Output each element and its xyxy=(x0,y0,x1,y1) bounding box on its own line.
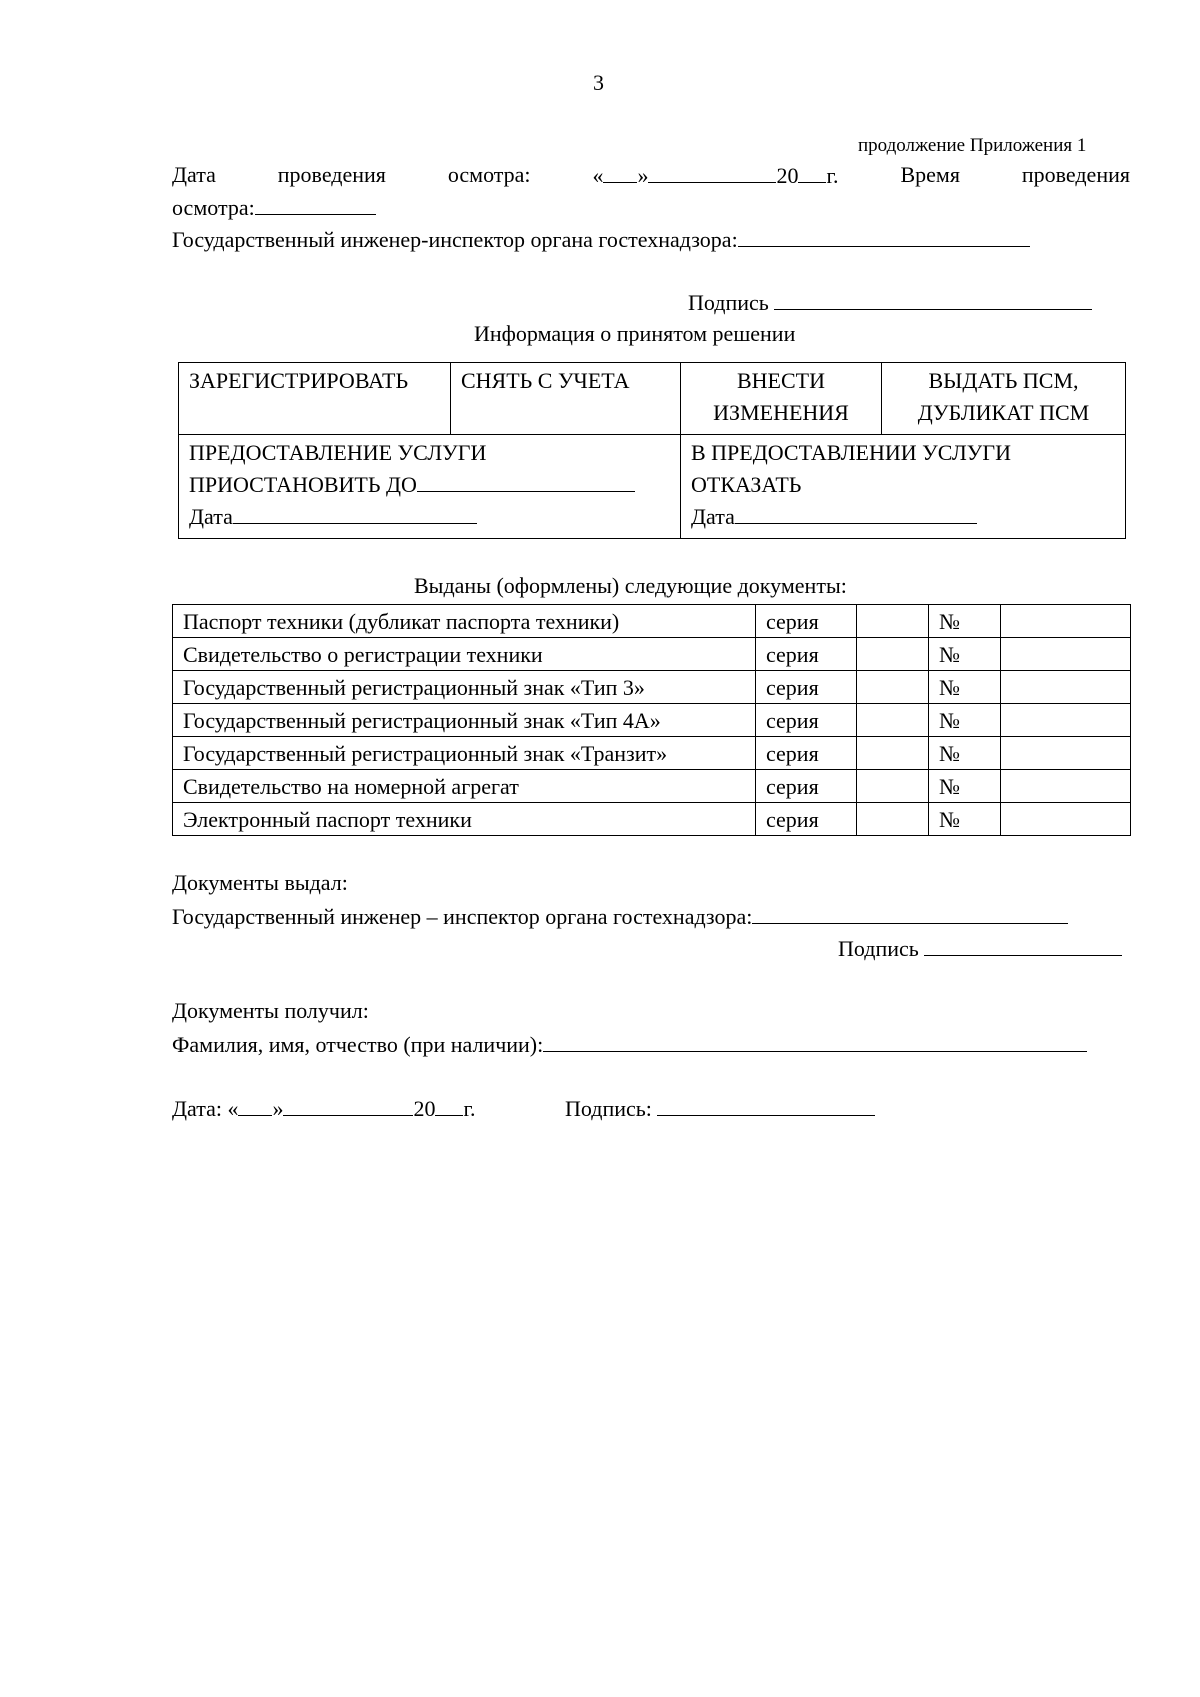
inspection-time-field[interactable] xyxy=(255,196,376,215)
series-label-cell: серия xyxy=(756,704,857,737)
document-name-cell: Электронный паспорт техники xyxy=(173,803,756,836)
number-label-cell: № xyxy=(929,605,1001,638)
continuation-note: продолжение Приложения 1 xyxy=(858,135,1087,156)
number-value-cell[interactable] xyxy=(1001,704,1131,737)
series-value-cell[interactable] xyxy=(857,671,929,704)
number-value-cell[interactable] xyxy=(1001,638,1131,671)
received-signature-field[interactable] xyxy=(657,1097,875,1116)
inspection-time-line xyxy=(172,196,376,219)
inspector-label: Государственный инженер-инспектор органа гостехнадзора: xyxy=(172,227,738,252)
inspection-time-label: осмотра: xyxy=(172,195,255,220)
issued-signature-field[interactable] xyxy=(924,937,1122,956)
decision-suspend-cell[interactable]: ПРЕДОСТАВЛЕНИЕ УСЛУГИ ПРИОСТАНОВИТЬ ДО Дата xyxy=(179,435,681,539)
inspection-date-word: проведения xyxy=(277,162,386,187)
inspector-signature-line xyxy=(688,291,1092,314)
table-row xyxy=(173,803,1131,836)
number-label-cell: № xyxy=(929,638,1001,671)
document-name-cell: Государственный регистрационный знак «Тип 3» xyxy=(173,671,756,704)
number-label-cell: № xyxy=(929,770,1001,803)
document-name-cell: Свидетельство о регистрации техники xyxy=(173,638,756,671)
series-label-cell: серия xyxy=(756,605,857,638)
table-row xyxy=(173,704,1131,737)
document-name-cell: Государственный регистрационный знак «Транзит» xyxy=(173,737,756,770)
inspection-time-word: проведения xyxy=(1021,162,1130,187)
inspection-date-word: осмотра: xyxy=(447,162,531,187)
inspection-time-word: Время xyxy=(900,162,960,187)
inspection-date-word: Дата xyxy=(172,162,216,187)
series-value-cell[interactable] xyxy=(857,638,929,671)
received-name-line xyxy=(172,1033,1087,1056)
series-label-cell: серия xyxy=(756,803,857,836)
series-value-cell[interactable] xyxy=(857,737,929,770)
table-row xyxy=(173,605,1131,638)
number-value-cell[interactable] xyxy=(1001,770,1131,803)
number-label-cell: № xyxy=(929,803,1001,836)
series-label-cell: серия xyxy=(756,737,857,770)
number-value-cell[interactable] xyxy=(1001,605,1131,638)
page-number: 3 xyxy=(593,70,604,95)
inspector-name-field[interactable] xyxy=(738,228,1030,247)
number-value-cell[interactable] xyxy=(1001,737,1131,770)
table-row xyxy=(173,737,1131,770)
table-row xyxy=(173,638,1131,671)
number-label-cell: № xyxy=(929,671,1001,704)
signature-label: Подпись: xyxy=(565,1096,652,1121)
suspend-date-field[interactable] xyxy=(233,505,477,524)
series-label-cell: серия xyxy=(756,770,857,803)
series-label-cell: серия xyxy=(756,638,857,671)
issued-inspector-line xyxy=(172,905,1068,928)
signature-label: Подпись xyxy=(688,290,769,315)
decision-register-cell[interactable]: ЗАРЕГИСТРИРОВАТЬ xyxy=(179,363,451,435)
refuse-date-field[interactable] xyxy=(735,505,977,524)
decision-title: Информация о принятом решении xyxy=(474,321,796,346)
issued-inspector-label: Государственный инженер – инспектор органа гостехнадзора: xyxy=(172,904,753,929)
documents-table xyxy=(172,604,1131,836)
received-name-field[interactable] xyxy=(543,1033,1087,1052)
decision-issue-cell[interactable]: ВЫДАТЬ ПСМ, ДУБЛИКАТ ПСМ xyxy=(882,363,1126,435)
table-row xyxy=(173,671,1131,704)
document-name-cell: Паспорт техники (дубликат паспорта техники) xyxy=(173,605,756,638)
decision-table xyxy=(178,362,1126,539)
received-heading: Документы получил: xyxy=(172,998,369,1023)
documents-title: Выданы (оформлены) следующие документы: xyxy=(414,573,847,598)
number-value-cell[interactable] xyxy=(1001,671,1131,704)
series-label-cell: серия xyxy=(756,671,857,704)
number-label-cell: № xyxy=(929,704,1001,737)
signature-label: Подпись xyxy=(838,936,919,961)
issued-inspector-field[interactable] xyxy=(752,905,1068,924)
received-date-label: Дата: xyxy=(172,1096,222,1121)
received-name-label: Фамилия, имя, отчество (при наличии): xyxy=(172,1032,544,1057)
number-value-cell[interactable] xyxy=(1001,803,1131,836)
series-value-cell[interactable] xyxy=(857,803,929,836)
document-name-cell: Свидетельство на номерной агрегат xyxy=(173,770,756,803)
document-name-cell: Государственный регистрационный знак «Тип 4А» xyxy=(173,704,756,737)
decision-changes-cell[interactable]: ВНЕСТИ ИЗМЕНЕНИЯ xyxy=(681,363,882,435)
table-row xyxy=(173,770,1131,803)
decision-deregister-cell[interactable]: СНЯТЬ С УЧЕТА xyxy=(451,363,681,435)
received-signature-line xyxy=(565,1097,875,1120)
number-label-cell: № xyxy=(929,737,1001,770)
inspector-signature-field[interactable] xyxy=(774,291,1092,310)
decision-refuse-cell[interactable]: В ПРЕДОСТАВЛЕНИИ УСЛУГИ ОТКАЗАТЬ Дата xyxy=(681,435,1126,539)
received-date-field[interactable]: « » 20 г. xyxy=(227,1096,476,1121)
received-date-line xyxy=(172,1097,476,1120)
inspector-line xyxy=(172,228,1030,251)
inspection-date-field[interactable]: « » 20 г. xyxy=(592,163,839,188)
suspend-until-field[interactable] xyxy=(417,473,635,492)
series-value-cell[interactable] xyxy=(857,605,929,638)
issued-signature-line xyxy=(838,937,1122,960)
series-value-cell[interactable] xyxy=(857,770,929,803)
series-value-cell[interactable] xyxy=(857,704,929,737)
inspection-date-line xyxy=(172,164,1130,187)
issued-heading: Документы выдал: xyxy=(172,870,348,895)
